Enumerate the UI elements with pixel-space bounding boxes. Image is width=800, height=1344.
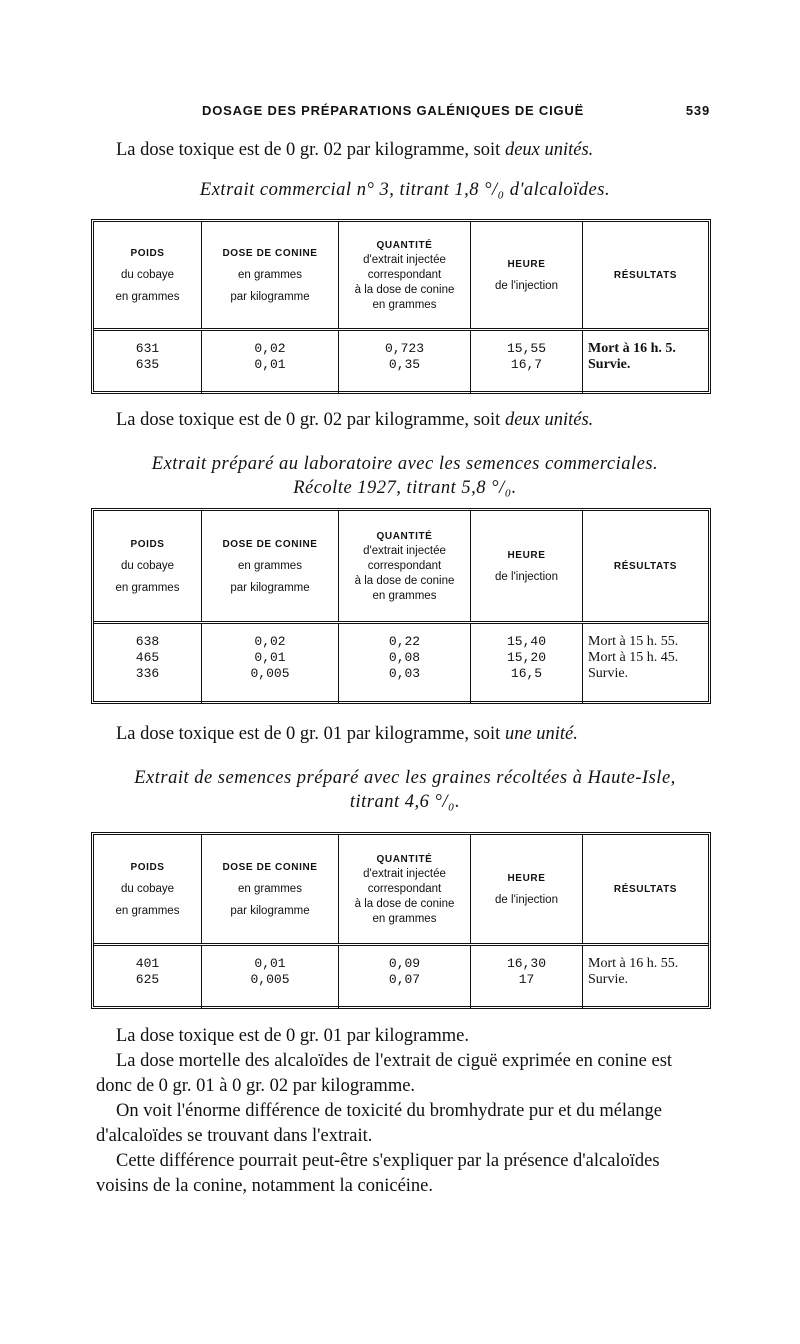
paragraph: On voit l'énorme différence de toxicité du bromhydrate pur et du mélange d'alcaloïdes se trouvant dans l'extrait.: [96, 1101, 662, 1146]
header-heure: HEURE de l'injection: [471, 835, 583, 943]
header-dose: DOSE DE CONINE en grammes par kilogramme: [202, 511, 339, 621]
table-header: [94, 835, 708, 946]
table-cell: 17: [518, 972, 535, 987]
table-cell: 0,07: [388, 972, 421, 987]
column-dose: [202, 946, 339, 1009]
caption-extract-haute-isle: Extrait de semences préparé avec les graines récoltées à Haute-Isle, titrant 4,6 °/₀.: [134, 768, 676, 812]
table-cell: 16,30: [506, 956, 546, 971]
running-head-title: DOSAGE DES PRÉPARATIONS GALÉNIQUES DE CIGUË: [202, 103, 585, 118]
table-cell: Survie.: [588, 972, 629, 987]
column-quantite: [339, 331, 471, 394]
table-cell: 0,09: [388, 956, 421, 971]
column-poids: [94, 331, 202, 394]
table-cell: 0,01: [254, 650, 286, 665]
column-poids: [94, 624, 202, 704]
table-cell: 0,02: [254, 634, 286, 649]
caption-extract-laboratoire: Extrait préparé au laboratoire avec les semences commerciales. Récolte 1927, titrant 5,8 °/₀.: [151, 454, 659, 498]
running-head: [110, 103, 710, 118]
header-resultats: RÉSULTATS: [613, 560, 678, 572]
table-cell: 0,02: [254, 341, 286, 356]
column-quantite: [339, 946, 471, 1009]
intro-sentence: La dose toxique est de 0 gr. 02 par kilogramme, soit deux unités.: [116, 140, 594, 160]
paragraph: La dose mortelle des alcaloïdes de l'extrait de ciguë exprimée en conine est donc de 0 gr. 01 à 0 gr. 02 par kilogramme.: [96, 1051, 673, 1096]
table-header: [94, 222, 708, 331]
table-body: [94, 946, 708, 1009]
caption-extract-commercial: Extrait commercial n° 3, titrant 1,8 °/₀ d'alcaloïdes.: [199, 180, 611, 200]
paragraph: Cette différence pourrait peut-être s'expliquer par la présence d'alcaloïdes voisins de la conine, notamment la conicéine.: [96, 1151, 660, 1196]
table-extrait-laboratoire: [91, 508, 711, 704]
table-cell: 0,005: [250, 972, 290, 987]
toxic-dose-sentence-1: La dose toxique est de 0 gr. 02 par kilogramme, soit deux unités.: [116, 410, 594, 430]
header-dose: DOSE DE CONINE en grammes par kilogramme: [202, 222, 339, 328]
table-header: [94, 511, 708, 624]
table-cell: 16,7: [510, 357, 543, 372]
paragraph: La dose toxique est de 0 gr. 01 par kilogramme.: [116, 1026, 469, 1046]
header-poids: POIDS du cobaye en grammes: [94, 511, 202, 621]
table-cell: 0,35: [388, 357, 421, 372]
column-resultats: [583, 946, 708, 1009]
concluding-paragraphs: [96, 1024, 712, 1199]
header-quantite: QUANTITÉ d'extrait injectée correspondant à la dose de conine en grammes: [339, 222, 471, 328]
table-cell: 15,20: [506, 650, 546, 665]
table-cell: Mort à 15 h. 45.: [588, 650, 679, 665]
header-dose: DOSE DE CONINE en grammes par kilogramme: [202, 835, 339, 943]
header-heure: HEURE de l'injection: [471, 222, 583, 328]
column-dose: [202, 624, 339, 704]
column-resultats: [583, 624, 708, 704]
header-heure: HEURE de l'injection: [471, 511, 583, 621]
table-body: [94, 331, 708, 394]
table-cell: 0,01: [254, 956, 286, 971]
table-cell: 0,723: [384, 341, 424, 356]
table-cell: 15,40: [506, 634, 546, 649]
header-quantite: QUANTITÉ d'extrait injectée correspondant à la dose de conine en grammes: [339, 835, 471, 943]
table-cell: 0,03: [388, 666, 421, 681]
column-heure: [471, 946, 583, 1009]
table-cell: Survie.: [588, 357, 631, 372]
toxic-dose-sentence-2: La dose toxique est de 0 gr. 01 par kilogramme, soit une unité.: [116, 724, 578, 744]
table-extrait-haute-isle: [91, 832, 711, 1009]
header-quantite: QUANTITÉ d'extrait injectée correspondant à la dose de conine en grammes: [339, 511, 471, 621]
table-extrait-commercial: [91, 219, 711, 394]
column-dose: [202, 331, 339, 394]
table-cell: 638: [135, 634, 160, 649]
column-quantite: [339, 624, 471, 704]
table-cell: Survie.: [588, 666, 629, 681]
table-cell: 465: [135, 650, 160, 665]
header-poids: POIDS du cobaye en grammes: [94, 835, 202, 943]
header-poids: POIDS du cobaye en grammes: [94, 222, 202, 328]
table-body: [94, 624, 708, 704]
table-cell: 0,22: [388, 634, 421, 649]
column-heure: [471, 624, 583, 704]
table-cell: Mort à 16 h. 55.: [588, 956, 679, 971]
table-cell: 16,5: [510, 666, 543, 681]
table-cell: 631: [135, 341, 160, 356]
page-number: 539: [685, 103, 710, 118]
header-resultats: RÉSULTATS: [613, 269, 678, 281]
column-resultats: [583, 331, 708, 394]
table-cell: 0,01: [254, 357, 286, 372]
table-cell: 401: [135, 956, 160, 971]
table-cell: 15,55: [506, 341, 546, 356]
column-poids: [94, 946, 202, 1009]
column-heure: [471, 331, 583, 394]
header-resultats: RÉSULTATS: [613, 883, 678, 895]
table-cell: 635: [135, 357, 160, 372]
table-cell: Mort à 15 h. 55.: [588, 634, 679, 649]
table-cell: Mort à 16 h. 5.: [588, 341, 676, 356]
table-cell: 336: [135, 666, 160, 681]
table-cell: 0,005: [250, 666, 290, 681]
table-cell: 625: [135, 972, 160, 987]
table-cell: 0,08: [388, 650, 421, 665]
